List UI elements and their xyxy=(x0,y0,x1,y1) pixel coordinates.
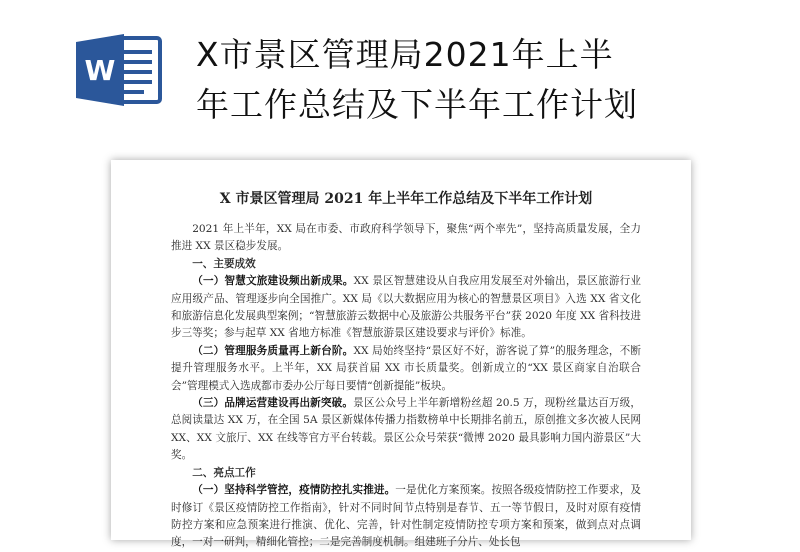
item-3-lead: （三）品牌运营建设再出新突破。 xyxy=(192,397,354,410)
item-2-lead: （二）管理服务质量再上新台阶。 xyxy=(192,344,354,357)
paragraph-item-1 xyxy=(171,273,641,343)
section-heading-2: 二、亮点工作 xyxy=(192,466,256,479)
word-icon-letter: W xyxy=(84,54,116,87)
page-heading xyxy=(196,30,786,130)
item-4-lead: （一）坚持科学管控，疫情防控扎实推进。 xyxy=(192,484,396,497)
paragraph-item-3 xyxy=(171,395,641,465)
item-2-body: XX 局始终坚持“景区好不好，游客说了算”的服务理念，不断提升管理服务水平。上半年，XX 局获首届 XX 市长质量奖。创新成立的“XX 景区商家自治联合会”管理模式入选成都市委办公厅每日要情“创新提能”板块。 xyxy=(171,344,642,392)
document-title: X 市景区管理局 2021 年上半年工作总结及下半年工作计划 xyxy=(219,191,593,207)
heading-line-2: 年工作总结及下半年工作计划 xyxy=(196,85,638,124)
word-app-icon xyxy=(72,30,164,110)
document-body xyxy=(171,188,641,552)
item-4-body: 一是优化方案预案。按照各级疫情防控工作要求，及时修订《景区疫情防控工作指南》，针对不同时间节点特别是春节、五一等节假日，及时对原有疫情防控方案和应急预案进行推演、优化、完善，针对性制定疫情防控专项方案和预案，做到点对点调度，一对一研判，精细化管控；二是完善制度机制。组建班子分片、处长包 xyxy=(171,484,641,549)
intro-paragraph: 2021 年上半年，XX 局在市委、市政府科学领导下，聚焦“两个率先”，坚持高质量发展，全力推进 XX 景区稳步发展。 xyxy=(171,223,641,253)
section-heading-1: 一、主要成效 xyxy=(192,257,256,270)
paragraph-item-4 xyxy=(171,482,641,552)
heading-line-1: X市景区管理局2021年上半 xyxy=(196,35,614,74)
paragraph-item-2 xyxy=(171,343,641,395)
item-1-lead: （一）智慧文旅建设频出新成果。 xyxy=(192,275,354,288)
item-1-body: XX 景区智慧建设从自我应用发展至对外输出，景区旅游行业应用级产品、管理逐步向全国推广。XX 局《以大数据应用为核心的智慧景区项目》入选 XX 省文化和旅游信息化发展典型案例；“智慧旅游云数据中心及旅游公共服务平台”获 2020 年度 XX 省科技进步三等奖；参与起草 XX 省地方标准《智慧旅游景区建设要求与评价》标准。 xyxy=(171,275,642,340)
document-preview-page xyxy=(111,160,691,549)
item-3-body: 景区公众号上半年新增粉丝超 20.5 万，现粉丝量达百万级，总阅读量达 XX 万，在全国 5A 景区新媒体传播力指数榜单中长期排名前五，原创推文多次被人民网 XX、XX 文旅厅、XX 在线等官方平台转载。景区公众号荣获“微博 2020 最具影响力国内游景区”大奖。 xyxy=(171,397,641,462)
